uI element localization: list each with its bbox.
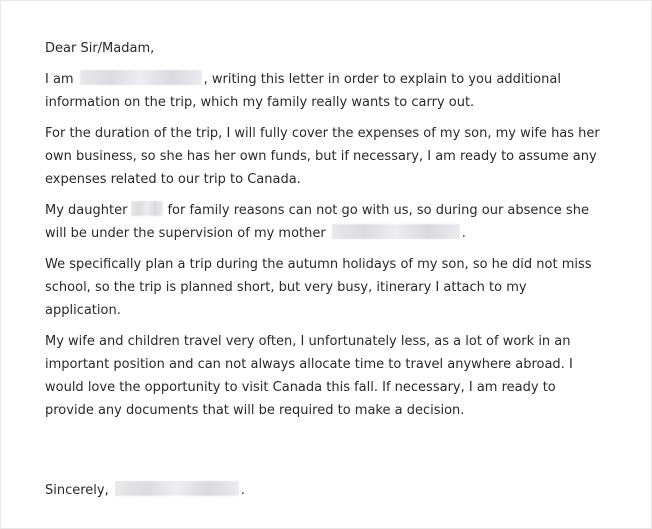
closing-period: . [240,483,245,498]
salutation: Dear Sir/Madam, [45,41,155,56]
redacted-sender-name [80,70,202,85]
paragraph-daughter [45,199,605,245]
intro-text-rest: , writing this letter in order to explain to you additional information on the trip, which my family really wants to carry out. [45,72,561,110]
daughter-text-start: My daughter [45,203,128,218]
daughter-text-end: . [461,226,466,241]
paragraph-trip-plan: We specifically plan a trip during the autumn holidays of my son, so he did not miss school, so the trip is planned short, but very busy, itinerary I attach to my application. [45,257,592,318]
daughter-text-middle: for family reasons can not go with us, so during our absence she will be under the supervision of my mother [45,203,589,241]
redacted-mother-name [332,224,460,239]
redacted-daughter-name [131,201,163,216]
redacted-signature [115,481,239,496]
closing-signature [45,479,245,502]
paragraph-travel: My wife and children travel very often, I unfortunately less, as a lot of work in an important position and can not always allocate time to travel anywhere abroad. I would love the opportunity to visit Canada this fall. If necessary, I am ready to provide any documents that will be required to make a decision. [45,334,573,418]
closing-text: Sincerely, [45,483,109,498]
paragraph-expenses: For the duration of the trip, I will fully cover the expenses of my son, my wife has her own business, so she has her own funds, but if necessary, I am ready to assume any expenses related to our trip to Canada. [45,126,600,187]
letter-body [45,37,605,430]
intro-text-start: I am [45,72,74,87]
paragraph-introduction [45,68,605,114]
